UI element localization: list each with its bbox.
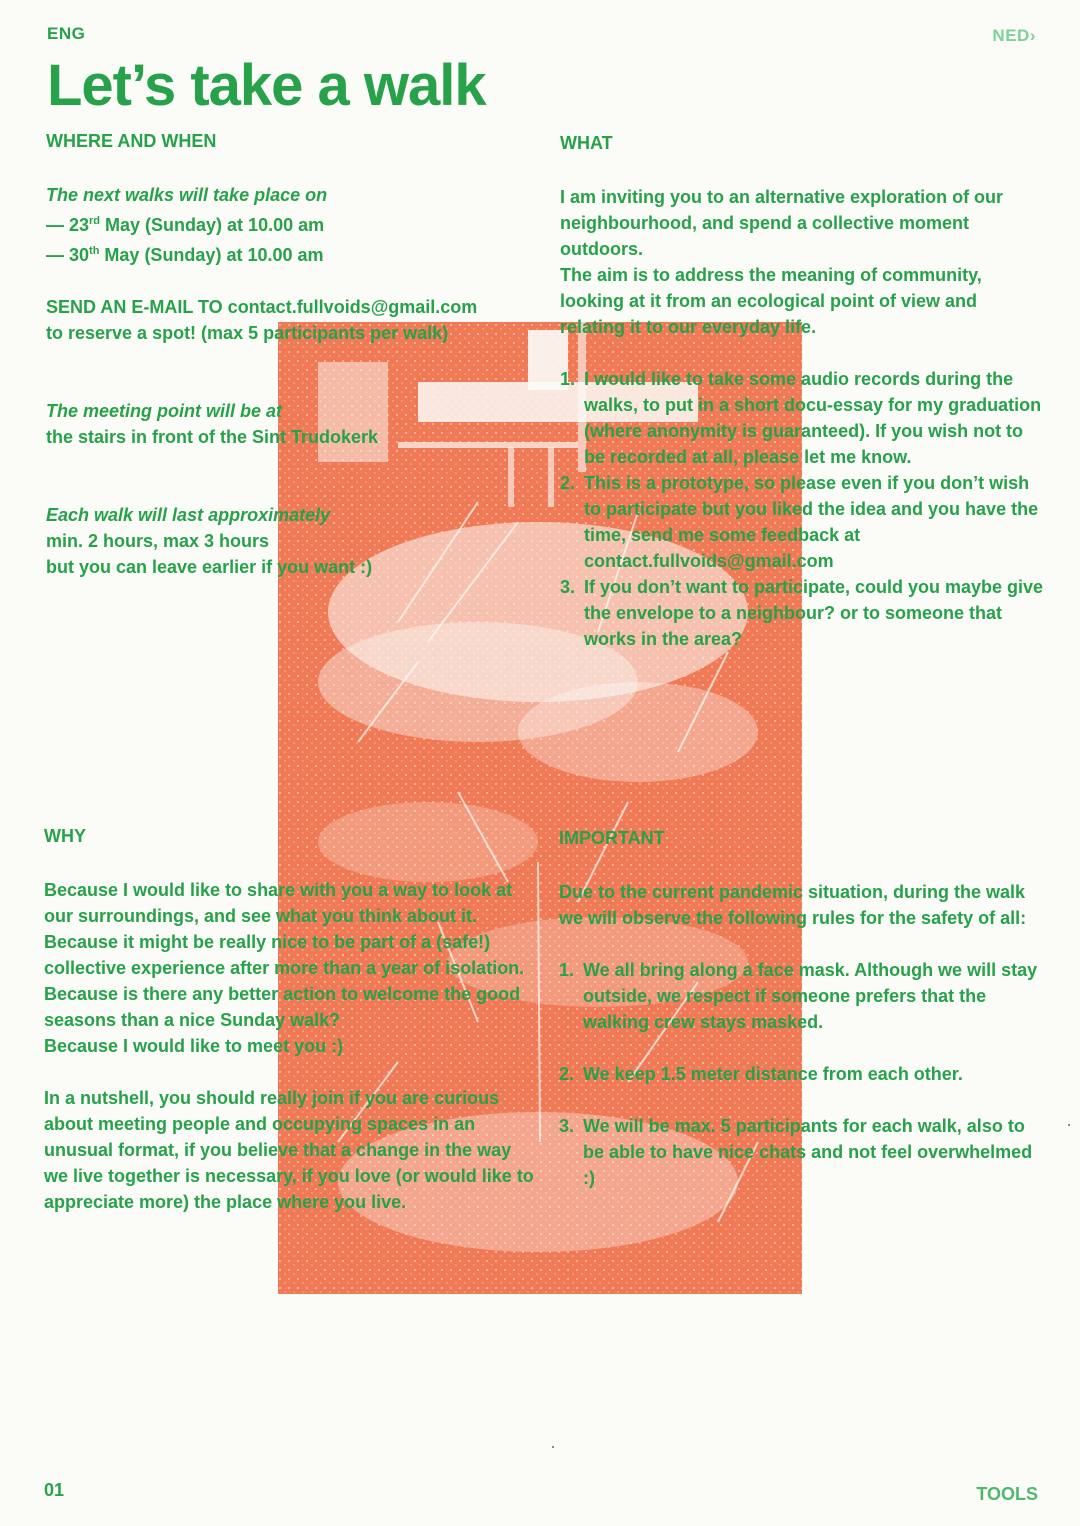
- important-intro: Due to the current pandemic situation, during the walk we will observe the following rules for the safety of all:: [559, 882, 1027, 928]
- print-speck: [552, 1446, 554, 1448]
- list-item: 1. We all bring along a face mask. Although we will stay outside, we respect if someone prefers that the walking crew stays masked.: [559, 960, 1038, 1032]
- rules-list: [559, 957, 1044, 1191]
- page-title: Let’s take a walk: [47, 53, 486, 118]
- where-when-section: [46, 182, 536, 580]
- list-item: 3. If you don’t want to participate, could you maybe give the envelope to a neighbour? or to someone that works in the area?: [560, 577, 1044, 649]
- list-item: 3. We will be max. 5 participants for each walk, also to be able to have nice chats and not feel overwhelmed :): [559, 1116, 1033, 1188]
- switch-language-label: NED: [992, 26, 1030, 45]
- duration-intro: Each walk will last approximately: [46, 505, 331, 525]
- leave-early-note: but you can leave earlier if you want :): [46, 557, 373, 577]
- why-section: [44, 877, 534, 1215]
- print-speck: [1068, 1124, 1070, 1126]
- reserve-note: to reserve a spot! (max 5 participants per walk): [46, 323, 449, 343]
- section-label: TOOLS: [976, 1484, 1038, 1504]
- email-instruction: SEND AN E-MAIL TO contact.fullvoids@gmail.com: [46, 297, 478, 317]
- next-walks-intro: The next walks will take place on: [46, 185, 328, 205]
- why-heading: WHY: [44, 826, 86, 846]
- duration: min. 2 hours, max 3 hours: [46, 531, 270, 551]
- why-paragraph: Because is there any better action to welcome the good seasons than a nice Sunday walk?: [44, 984, 521, 1030]
- what-paragraph: The aim is to address the meaning of community, looking at it from an ecological point of view and relating it to our everyday life.: [560, 265, 982, 337]
- what-section: [560, 184, 1045, 652]
- what-heading: WHAT: [560, 133, 613, 153]
- why-summary: In a nutshell, you should really join if you are curious about meeting people and occupying spaces in an unusual format, if you believe that a change in the way we live together is necessary, if you love (or would like to appreciate more) the place where you live.: [44, 1088, 534, 1212]
- why-paragraph: Because I would like to share with you a way to look at our surroundings, and see what you think about it.: [44, 880, 513, 926]
- chevron-right-icon: ›: [1029, 26, 1036, 45]
- list-item: 2. We keep 1.5 meter distance from each other.: [559, 1064, 963, 1084]
- list-item: 2. This is a prototype, so please even if you don’t wish to participate but you liked the idea and you have the time, send me some feedback at contact.fullvoids@gmail.com: [560, 473, 1039, 571]
- why-paragraph: Because I would like to meet you :): [44, 1036, 344, 1056]
- what-list: [560, 366, 1045, 652]
- switch-language-link[interactable]: [992, 26, 1036, 46]
- list-item: 1. I would like to take some audio records during the walks, to put in a short docu-essay for my graduation (where anonymity is guaranteed). If you wish not to be recorded at all, please let me know.: [560, 369, 1042, 467]
- what-paragraph: I am inviting you to an alternative exploration of our neighbourhood, and spend a collective moment outdoors.: [560, 187, 1004, 259]
- where-when-heading: WHERE AND WHEN: [46, 131, 217, 151]
- walk-date-2: — 30th May (Sunday) at 10.00 am: [46, 245, 324, 265]
- walk-date-1: — 23rd May (Sunday) at 10.00 am: [46, 215, 325, 235]
- current-language-label: ENG: [47, 24, 86, 43]
- important-section: [559, 879, 1044, 1191]
- meeting-place: the stairs in front of the Sint Trudokerk: [46, 427, 379, 447]
- why-paragraph: Because it might be really nice to be part of a (safe!) collective experience after more than a year of isolation.: [44, 932, 525, 978]
- page-number: 01: [44, 1480, 65, 1500]
- meeting-intro: The meeting point will be at: [46, 401, 283, 421]
- important-heading: IMPORTANT: [559, 828, 665, 848]
